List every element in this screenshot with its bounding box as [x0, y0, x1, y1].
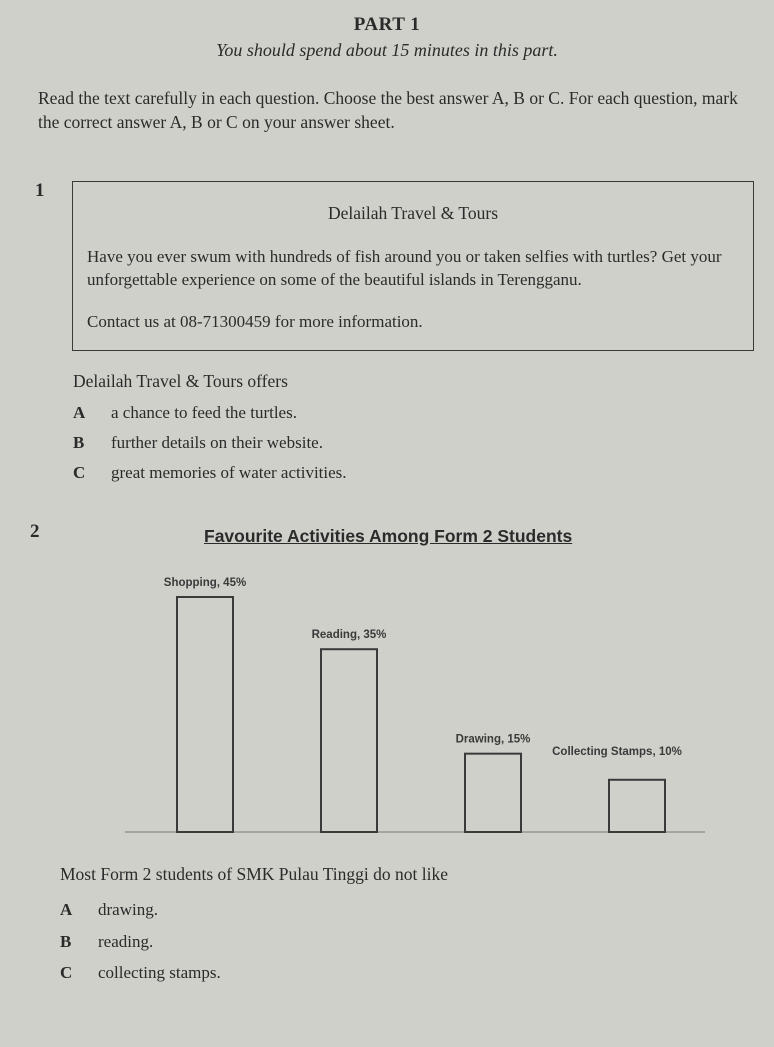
part-title: PART 1: [353, 14, 421, 35]
option-letter: B: [73, 433, 85, 452]
instructions: Read the text carefully in each question. Choose the best answer A, B or C. For each question, mark the correct answer A, B or C on your answer sheet.: [38, 88, 738, 132]
option-letter: A: [73, 403, 86, 422]
option-letter: C: [60, 963, 73, 982]
chart-title: Favourite Activities Among Form 2 Students: [204, 526, 573, 546]
bar-reading: [321, 649, 377, 832]
option-text: drawing.: [98, 900, 158, 919]
option-text: further details on their website.: [111, 433, 323, 452]
notice-body: Have you ever swum with hundreds of fish around you or taken selfies with turtles? Get your unforgettable experience on some of the beautiful islands in Terengganu.: [87, 247, 722, 289]
option-letter: A: [60, 900, 73, 919]
option-text: great memories of water activities.: [111, 463, 347, 482]
option-text: a chance to feed the turtles.: [111, 403, 297, 422]
question-1-stem: Delailah Travel & Tours offers: [73, 371, 288, 391]
bar-drawing: [465, 754, 521, 832]
bar-shopping: [177, 597, 233, 832]
option-text: collecting stamps.: [98, 963, 221, 982]
notice-contact: Contact us at 08-71300459 for more information.: [87, 312, 423, 331]
data-label: Shopping, 45%: [163, 577, 247, 589]
data-label: Reading, 35%: [311, 629, 387, 642]
question-1-number: 1: [35, 180, 45, 201]
option-letter: B: [60, 932, 72, 951]
question-2-number: 2: [30, 521, 40, 542]
data-label: Collecting Stamps, 10%: [552, 745, 682, 758]
option-letter: C: [73, 463, 86, 482]
notice-box: [72, 181, 754, 351]
time-note: You should spend about 15 minutes in this part.: [216, 40, 558, 60]
option-text: reading.: [98, 932, 154, 951]
notice-title: Delailah Travel & Tours: [327, 203, 499, 223]
bar-collecting-stamps: [609, 780, 665, 832]
data-label: Drawing, 15%: [455, 733, 531, 746]
bar-chart: [120, 560, 720, 850]
question-2-stem: Most Form 2 students of SMK Pulau Tinggi do not like: [60, 864, 448, 884]
